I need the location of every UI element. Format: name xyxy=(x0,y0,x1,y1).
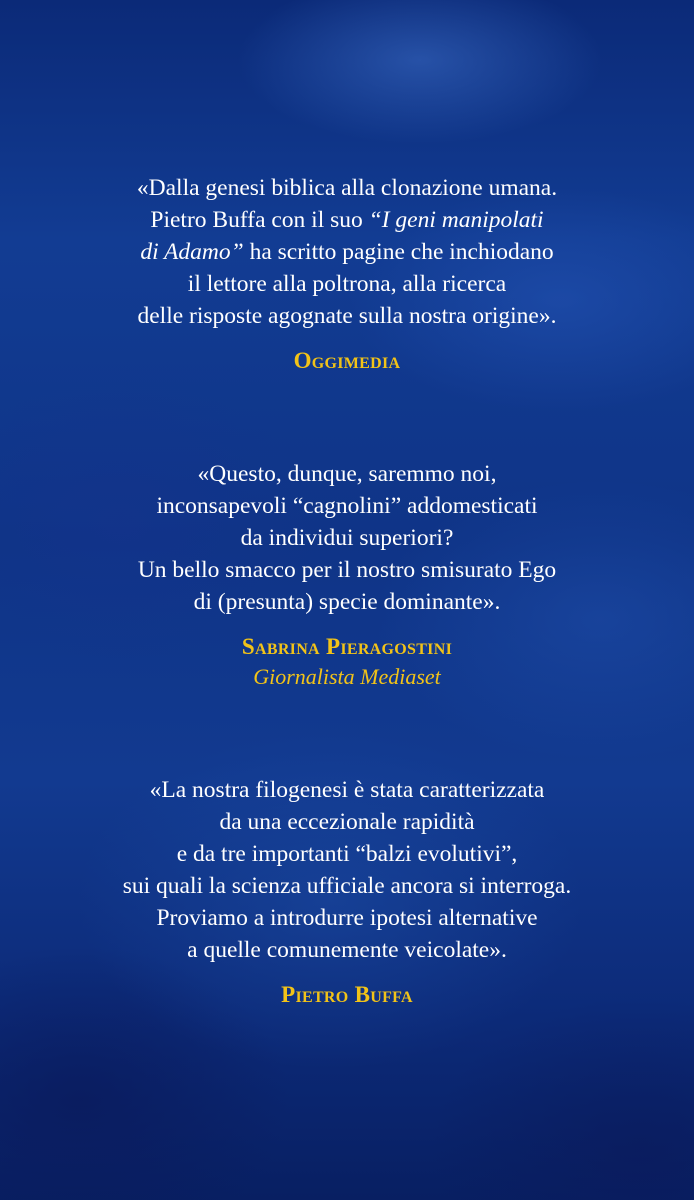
book-title-text: “I geni manipolati xyxy=(368,207,544,233)
quote-text: ha scritto pagine che inchiodano xyxy=(243,239,554,265)
book-title-text: di Adamo” xyxy=(140,239,244,265)
quote-line: «Questo, dunque, saremmo noi, xyxy=(197,461,497,487)
quote-author: Pietro Buffa xyxy=(281,982,413,1007)
quote-line: «Dalla genesi biblica alla clonazione umana. xyxy=(136,175,558,201)
quote-line xyxy=(0,204,694,236)
quote-author: Oggimedia xyxy=(293,348,401,373)
quote-block-pieragostini xyxy=(0,458,694,692)
quote-line: Un bello smacco per il nostro smisurato Ego xyxy=(137,557,557,583)
quote-line: sui quali la scienza ufficiale ancora si interroga. xyxy=(122,873,572,899)
quote-line: Proviamo a introdurre ipotesi alternative xyxy=(156,905,538,931)
quote-line: a quelle comunemente veicolate». xyxy=(187,937,507,963)
quote-line xyxy=(0,236,694,268)
quote-line: di (presunta) specie dominante». xyxy=(193,589,501,615)
author-role: Giornalista Mediaset xyxy=(253,664,441,689)
quote-line: e da tre importanti “balzi evolutivi”, xyxy=(176,841,518,867)
quote-line: da una eccezionale rapidità xyxy=(219,809,475,835)
quote-line: delle risposte agognate sulla nostra origine». xyxy=(137,303,557,329)
quote-author: Sabrina Pieragostini xyxy=(241,634,453,659)
quote-line: da individui superiori? xyxy=(240,525,454,551)
quote-line: il lettore alla poltrona, alla ricerca xyxy=(187,271,507,297)
quote-line: «La nostra filogenesi è stata caratterizzata xyxy=(149,777,545,803)
quote-block-oggimedia xyxy=(0,172,694,376)
quote-block-buffa xyxy=(0,774,694,1010)
quote-text: Pietro Buffa con il suo xyxy=(150,207,369,233)
quote-line: inconsapevoli “cagnolini” addomesticati xyxy=(156,493,538,519)
